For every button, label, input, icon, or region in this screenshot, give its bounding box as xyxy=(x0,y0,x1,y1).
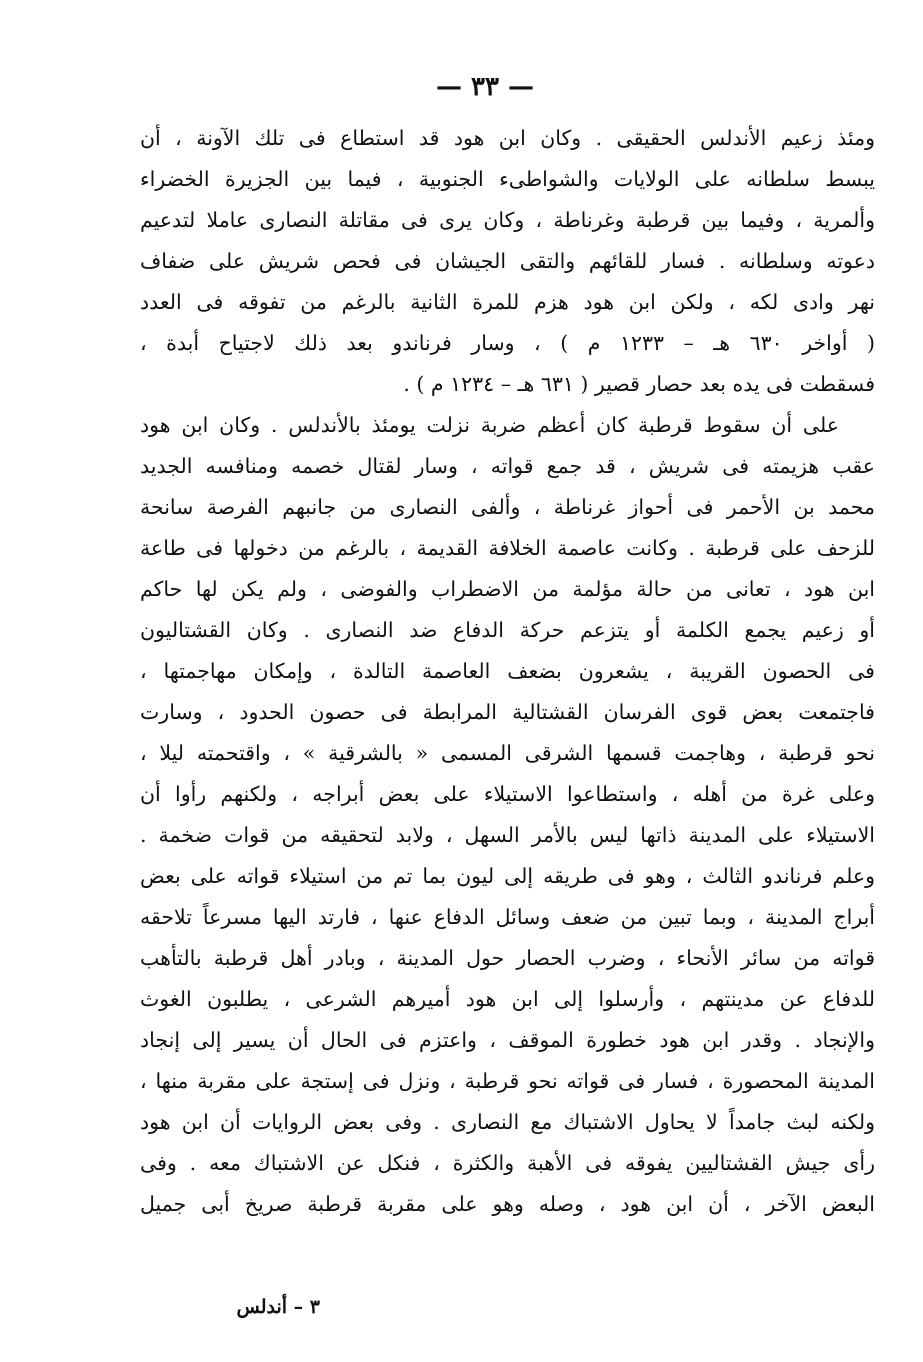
text-line: نهر وادى لكه ، ولكن ابن هود هزم للمرة الثانية بالرغم من تفوقه فى العدد xyxy=(140,290,875,314)
page-number: — ٣٣ — xyxy=(435,72,535,102)
text-line: البعض الآخر ، أن ابن هود ، وصله وهو على مقربة قرطبة صريخ أبى جميل xyxy=(140,1192,875,1216)
text-line: وعلى غرة من أهله ، واستطاعوا الاستيلاء على بعض أبراجه ، ولكنهم رأوا أن xyxy=(140,782,875,806)
text-line: وألمرية ، وفيما بين قرطبة وغرناطة ، وكان يرى فى مقاتلة النصارى عاملا لتدعيم xyxy=(140,208,875,232)
text-line: أبراج المدينة ، وبما تبين من ضعف وسائل الدفاع عنها ، فارتد اليها مسرعاً تلاحقه xyxy=(140,905,875,929)
text-line: نحو قرطبة ، وهاجمت قسمها الشرقى المسمى « بالشرقية » ، واقتحمته ليلا ، xyxy=(140,741,875,765)
text-line: فاجتمعت بعض قوى الفرسان القشتالية المرابطة فى حصون الحدود ، وسارت xyxy=(140,700,875,724)
text-line: والإنجاد . وقدر ابن هود خطورة الموقف ، واعتزم فى الحال أن يسير إلى إنجاد xyxy=(140,1028,875,1052)
text-line: ابن هود ، تعانى من حالة مؤلمة من الاضطراب والفوضى ، ولم يكن لها حاكم xyxy=(140,577,875,601)
text-line: يبسط سلطانه على الولايات والشواطىء الجنوبية ، فيما بين الجزيرة الخضراء xyxy=(140,167,875,191)
text-line: رأى جيش القشتاليين يفوقه فى الأهبة والكثرة ، فنكل عن الاشتباك معه . وفى xyxy=(140,1151,875,1175)
text-line: محمد بن الأحمر فى أحواز غرناطة ، وألفى النصارى من جانبهم الفرصة سانحة xyxy=(140,495,875,519)
text-line: على أن سقوط قرطبة كان أعظم ضربة نزلت يومئذ بالأندلس . وكان ابن هود xyxy=(140,413,839,437)
text-line: الاستيلاء على المدينة ذاتها ليس بالأمر السهل ، ولابد لتحقيقه من قوات ضخمة . xyxy=(140,823,875,847)
text-line: أو زعيم يجمع الكلمة أو يتزعم حركة الدفاع ضد النصارى . وكان القشتاليون xyxy=(140,618,875,642)
text-line: عقب هزيمته فى شريش ، قد جمع قواته ، وسار لقتال خصمه ومنافسه الجديد xyxy=(140,454,875,478)
text-line: دعوته وسلطانه . فسار للقائهم والتقى الجيشان فى فحص شريش على ضفاف xyxy=(140,249,875,273)
text-line: للزحف على قرطبة . وكانت عاصمة الخلافة القديمة ، بالرغم من دخولها فى طاعة xyxy=(140,536,875,560)
footer-signature: ٣ – أندلس xyxy=(236,1296,320,1318)
text-line: فسقطت فى يده بعد حصار قصير ( ٦٣١ هـ – ١٢٣٤ م ) . xyxy=(403,372,875,396)
text-line: وعلم فرناندو الثالث ، وهو فى طريقه إلى ليون بما تم من استيلاء قواته على بعض xyxy=(140,864,875,888)
body-text xyxy=(140,118,875,1225)
text-line: ( أواخر ٦٣٠ هـ – ١٢٣٣ م ) ، وسار فرناندو بعد ذلك لاجتياح أبدة ، xyxy=(140,331,875,355)
text-line: قواته من سائر الأنحاء ، وضرب الحصار حول المدينة ، وبادر أهل قرطبة بالتأهب xyxy=(140,946,875,970)
text-line: المدينة المحصورة ، فسار فى قواته نحو قرطبة ، ونزل فى إستجة على مقربة منها ، xyxy=(140,1069,875,1093)
text-line: للدفاع عن مدينتهم ، وأرسلوا إلى ابن هود أميرهم الشرعى ، يطلبون الغوث xyxy=(140,987,875,1011)
text-line: فى الحصون القريبة ، يشعرون بضعف العاصمة التالدة ، وإمكان مهاجمتها ، xyxy=(140,659,875,683)
text-line: ولكنه لبث جامداً لا يحاول الاشتباك مع النصارى . وفى بعض الروايات أن ابن هود xyxy=(140,1110,875,1134)
text-line: ومئذ زعيم الأندلس الحقيقى . وكان ابن هود قد استطاع فى تلك الآونة ، أن xyxy=(140,126,875,150)
